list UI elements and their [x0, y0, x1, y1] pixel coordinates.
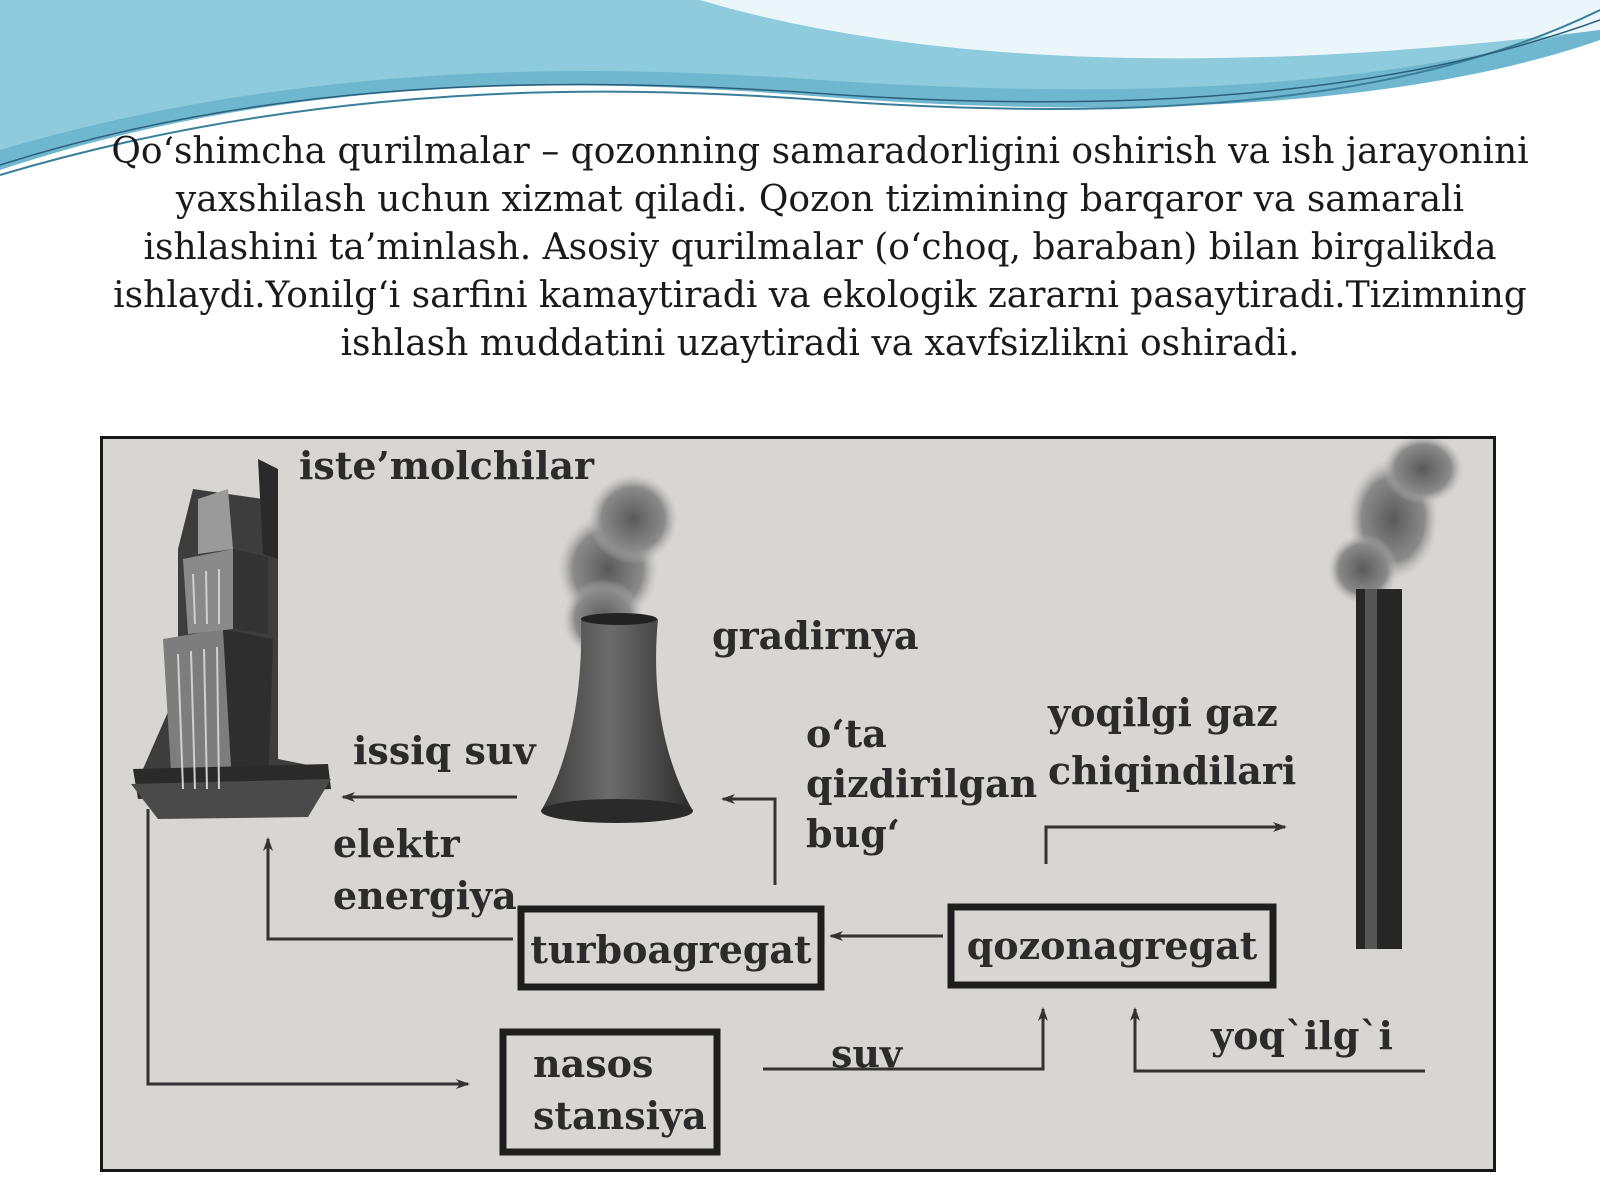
label-hot-water: issiq suv [353, 728, 536, 773]
label-electricity-line2: energiya [333, 873, 517, 918]
boiler-box [951, 907, 1273, 985]
label-consumers: iste’molchilar [299, 443, 595, 488]
arrow-flue-gas [1046, 827, 1285, 864]
pump-station-box [503, 1032, 717, 1152]
diagram-canvas [103, 439, 1493, 1169]
label-water: suv [831, 1031, 903, 1076]
turbine-box [521, 909, 821, 987]
arrow-water-to-boiler [763, 1009, 1043, 1069]
label-electricity-line1: elektr [333, 821, 460, 866]
chimney-icon [1328, 439, 1463, 949]
cooling-tower-icon [541, 474, 693, 823]
label-boiler: qozonagregat [966, 923, 1258, 968]
label-pump-line2: stansiya [533, 1093, 707, 1138]
power-plant-diagram [100, 436, 1496, 1172]
label-flue-gas-line2: chiqindilari [1048, 748, 1297, 793]
arrow-steam-to-tower [723, 799, 775, 811]
label-steam-line3: bug‘ [806, 811, 900, 856]
label-pump-line1: nasos [533, 1041, 654, 1086]
label-flue-gas-line1: yoqilgi gaz [1048, 690, 1278, 735]
label-turbine: turboagregat [530, 927, 812, 972]
intro-paragraph: Qo‘shimcha qurilmalar – qozonning samaradorligini oshirish va ish jarayonini yaxshilash uchun xizmat qiladi. Qozon tizimining barqaror va samarali ishlashini ta’minlash. Asosiy qurilmalar (o‘choq, baraban) bilan birgalikda ishlaydi.Yonilg‘i sarfini kamaytiradi va ekologik zararni pasaytiradi.Tizimning ishlash muddatini uzaytiradi va xavfsizlikni oshiradi. [111, 131, 1529, 364]
label-fuel: yoq`ilg`i [1211, 1013, 1393, 1058]
label-steam-line2: qizdirilgan [806, 761, 1038, 806]
label-cooling-tower: gradirnya [712, 613, 919, 658]
skyscraper-icon [131, 459, 331, 819]
label-steam-line1: o‘ta [806, 711, 887, 756]
